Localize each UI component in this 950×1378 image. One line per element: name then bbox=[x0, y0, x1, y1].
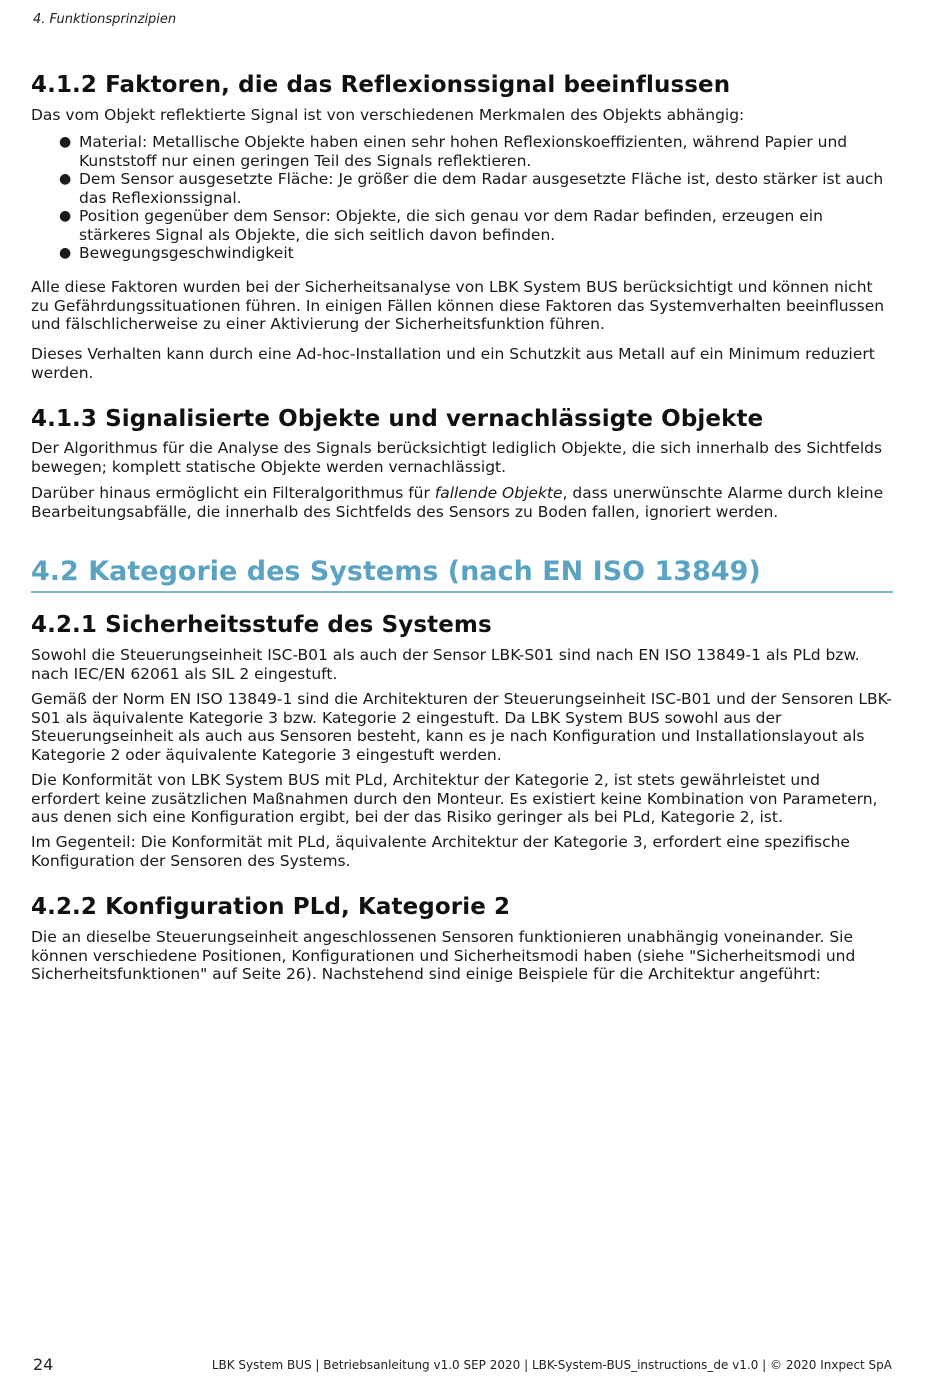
section-4-2-1-paragraph-4: Im Gegenteil: Die Konformität mit PLd, äquivalente Architektur der Kategorie 3, erfordert eine spezifische Konfiguration der Sensoren des Systems. bbox=[31, 833, 850, 870]
section-4-1-3-paragraph-1: Der Algorithmus für die Analyse des Signals berücksichtigt lediglich Objekte, die sich innerhalb des Sichtfelds bewegen; komplett statische Objekte werden vernachlässigt. bbox=[31, 439, 883, 476]
bullet-icon: ● bbox=[59, 208, 72, 224]
section-4-1-3-paragraph-2: Darüber hinaus ermöglicht ein Filteralgorithmus für fallende Objekte, dass unerwünschte Alarme durch kleine Bearbeitungsabfälle, die innerhalb des Sichtfelds des Sensors zu Boden fallen, ignoriert werden. bbox=[31, 484, 884, 521]
bullet-icon: ● bbox=[59, 134, 72, 150]
list-item: ● Material: Metallische Objekte haben einen sehr hohen Reflexionskoeffizienten, während Papier und Kunststoff nur einen geringen Teil des Signals reflektieren. bbox=[59, 133, 848, 170]
section-4-1-2-intro: Das vom Objekt reflektierte Signal ist von verschiedenen Merkmalen des Objekts abhängig: bbox=[31, 106, 745, 124]
chapter-title-4-2: 4.2 Kategorie des Systems (nach EN ISO 13849) bbox=[31, 556, 893, 593]
section-title-4-2-2: 4.2.2 Konfiguration PLd, Kategorie 2 bbox=[31, 894, 511, 920]
italic-term: fallende Objekte bbox=[434, 484, 563, 502]
section-4-1-2-paragraph-2: Dieses Verhalten kann durch eine Ad-hoc-Installation und ein Schutzkit aus Metall auf ein Minimum reduziert werden. bbox=[31, 345, 875, 382]
section-4-2-2-paragraph-1: Die an dieselbe Steuerungseinheit angeschlossenen Sensoren funktionieren unabhängig voneinander. Sie können verschiedene Positionen, Konfigurationen und Sicherheitsmodi haben (siehe "Sicherheitsmodi und Sicherheitsfunktionen" auf Seite 26). Nachstehend sind einige Beispiele für die Architektur angeführt: bbox=[31, 928, 856, 983]
bullet-icon: ● bbox=[59, 171, 72, 187]
list-item: ● Bewegungsgeschwindigkeit bbox=[59, 244, 294, 262]
section-4-1-2-paragraph-1: Alle diese Faktoren wurden bei der Sicherheitsanalyse von LBK System BUS berücksichtigt und können nicht zu Gefährdungssituationen führen. In einigen Fällen können diese Faktoren das Systemverhalten beeinflussen und fälschlicherweise zu einer Aktivierung der Sicherheitsfunktion führen. bbox=[31, 278, 885, 333]
factor-list bbox=[31, 133, 893, 263]
footer-text: LBK System BUS | Betriebsanleitung v1.0 SEP 2020 | LBK-System-BUS_instructions_de v1.0 | © 2020 Inxpect SpA bbox=[211, 1358, 892, 1372]
list-item: ● Position gegenüber dem Sensor: Objekte, die sich genau vor dem Radar befinden, erzeugen ein stärkeres Signal als Objekte, die sich seitlich davon befinden. bbox=[59, 207, 823, 244]
running-header: 4. Funktionsprinzipien bbox=[33, 12, 177, 27]
section-title-4-2-1: 4.2.1 Sicherheitsstufe des Systems bbox=[31, 612, 492, 638]
list-item: ● Dem Sensor ausgesetzte Fläche: Je größer die dem Radar ausgesetzte Fläche ist, desto stärker ist auch das Reflexionssignal. bbox=[59, 170, 884, 207]
page-number: 24 bbox=[33, 1355, 54, 1374]
section-4-2-1-paragraph-3: Die Konformität von LBK System BUS mit PLd, Architektur der Kategorie 2, ist stets gewährleistet und erfordert keine zusätzlichen Maßnahmen durch den Monteur. Es existiert keine Kombination von Parametern, aus denen sich eine Konfiguration ergibt, bei der das Risiko geringer als bei PLd, Kategorie 2, ist. bbox=[31, 771, 878, 826]
section-4-2-1-paragraph-1: Sowohl die Steuerungseinheit ISC-B01 als auch der Sensor LBK-S01 sind nach EN ISO 13849-1 als PLd bzw. nach IEC/EN 62061 als SIL 2 eingestuft. bbox=[31, 646, 860, 683]
section-title-4-1-2: 4.1.2 Faktoren, die das Reflexionssignal beeinflussen bbox=[31, 72, 731, 98]
section-4-2-1-paragraph-2: Gemäß der Norm EN ISO 13849-1 sind die Architekturen der Steuerungseinheit ISC-B01 und der Sensoren LBK-S01 als äquivalente Kategorie 3 bzw. Kategorie 2 eingestuft. Da LBK System BUS sowohl aus der Steuerungseinheit als auch aus Sensoren besteht, kann es je nach Konfiguration und Installationslayout als Kategorie 2 oder äquivalente Kategorie 3 eingestuft werden. bbox=[31, 690, 892, 764]
bullet-icon: ● bbox=[59, 245, 72, 261]
section-title-4-1-3: 4.1.3 Signalisierte Objekte und vernachlässigte Objekte bbox=[31, 406, 764, 432]
